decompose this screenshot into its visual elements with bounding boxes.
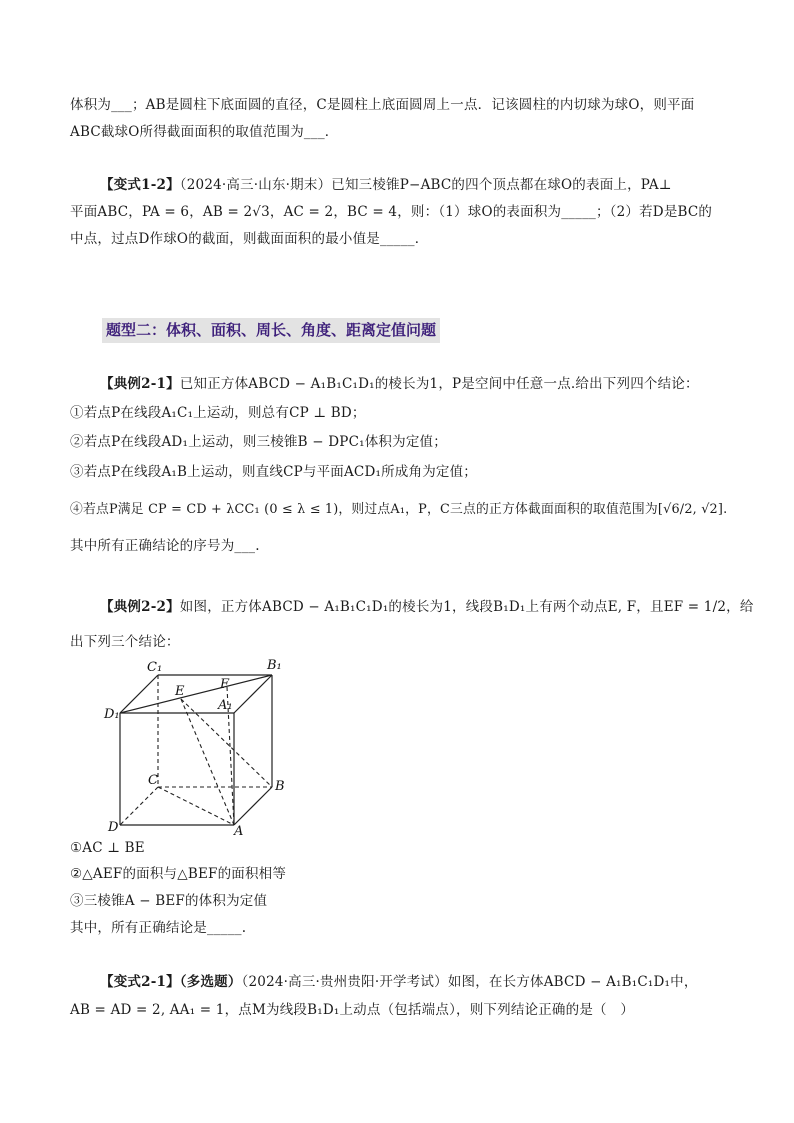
text-span: 已知正方体ABCD − A₁B₁C₁D₁的棱长为1，P是空间中任意一点.给出下列四个结论：	[179, 376, 699, 392]
text-span: （2024·高三·山东·期末）已知三棱锥P−ABC的四个顶点都在球O的表面上，PA⊥	[179, 177, 672, 193]
variant-label: 【变式2-1】（多选题）	[100, 974, 242, 990]
text-line: 出下列三个结论：	[70, 634, 180, 650]
variant-1-2-line1	[100, 175, 672, 195]
variant-2-1-line1	[100, 972, 698, 992]
section-heading: 题型二：体积、面积、周长、角度、距离定值问题	[102, 318, 440, 343]
label-D: D	[108, 820, 119, 835]
example-2-1-line1	[100, 374, 699, 394]
conclusion-2: ②△AEF的面积与△BEF的面积相等	[70, 866, 287, 882]
conclusion-3: ③三棱锥A − BEF的体积为定值	[70, 893, 268, 909]
example-label: 【典例2-1】	[100, 376, 180, 392]
variant-label: 【变式1-2】	[100, 177, 180, 193]
text-line: AB = AD = 2, AA₁ = 1，点M为线段B₁D₁上动点（包括端点），则下列结论正确的是（ ）	[70, 1002, 635, 1018]
text-line: 其中所有正确结论的序号为___.	[70, 538, 260, 554]
label-A: A	[234, 824, 244, 839]
conclusion-4: ④若点P满足 CP = CD + λCC₁ (0 ≤ λ ≤ 1)，则过点A₁，P，C三点的正方体截面面积的取值范围为[√6/2, √2].	[70, 502, 728, 517]
conclusion-1: ①若点P在线段A₁C₁上运动，则总有CP ⊥ BD；	[70, 405, 366, 421]
text-line: ABC截球O所得截面面积的取值范围为___．	[70, 124, 339, 140]
label-B1: B₁	[267, 658, 282, 673]
text-line: 体积为___；AB是圆柱下底面圆的直径，C是圆柱上底面圆周上一点．记该圆柱的内切球为球O，则平面	[70, 97, 695, 113]
text-span: （2024·高三·贵州贵阳·开学考试）如图，在长方体ABCD − A₁B₁C₁D₁中，	[241, 974, 698, 990]
label-F: F	[220, 677, 230, 692]
text-line: 平面ABC，PA = 6，AB = 2√3，AC = 2，BC = 4，则：（1）球O的表面积为_____；（2）若D是BC的	[70, 204, 713, 220]
text-line: 其中，所有正确结论是_____.	[70, 920, 247, 936]
example-2-2-line1	[100, 597, 754, 617]
text-span: 如图，正方体ABCD − A₁B₁C₁D₁的棱长为1，线段B₁D₁上有两个动点E, F，且EF = 1/2，给	[179, 599, 754, 615]
conclusion-1: ①AC ⊥ BE	[70, 840, 145, 856]
conclusion-2: ②若点P在线段AD₁上运动，则三棱锥B − DPC₁体积为定值；	[70, 434, 447, 450]
label-D1: D₁	[104, 707, 120, 722]
label-C: C	[148, 773, 158, 788]
label-B: B	[275, 779, 285, 794]
text-line: 中点，过点D作球O的截面，则截面面积的最小值是_____．	[70, 231, 429, 247]
example-label: 【典例2-2】	[100, 599, 180, 615]
conclusion-3: ③若点P在线段A₁B上运动，则直线CP与平面ACD₁所成角为定值；	[70, 464, 477, 480]
cube-figure	[100, 655, 300, 840]
label-C1: C₁	[147, 660, 163, 675]
label-E: E	[175, 684, 185, 699]
label-A1: A₁	[218, 698, 233, 713]
